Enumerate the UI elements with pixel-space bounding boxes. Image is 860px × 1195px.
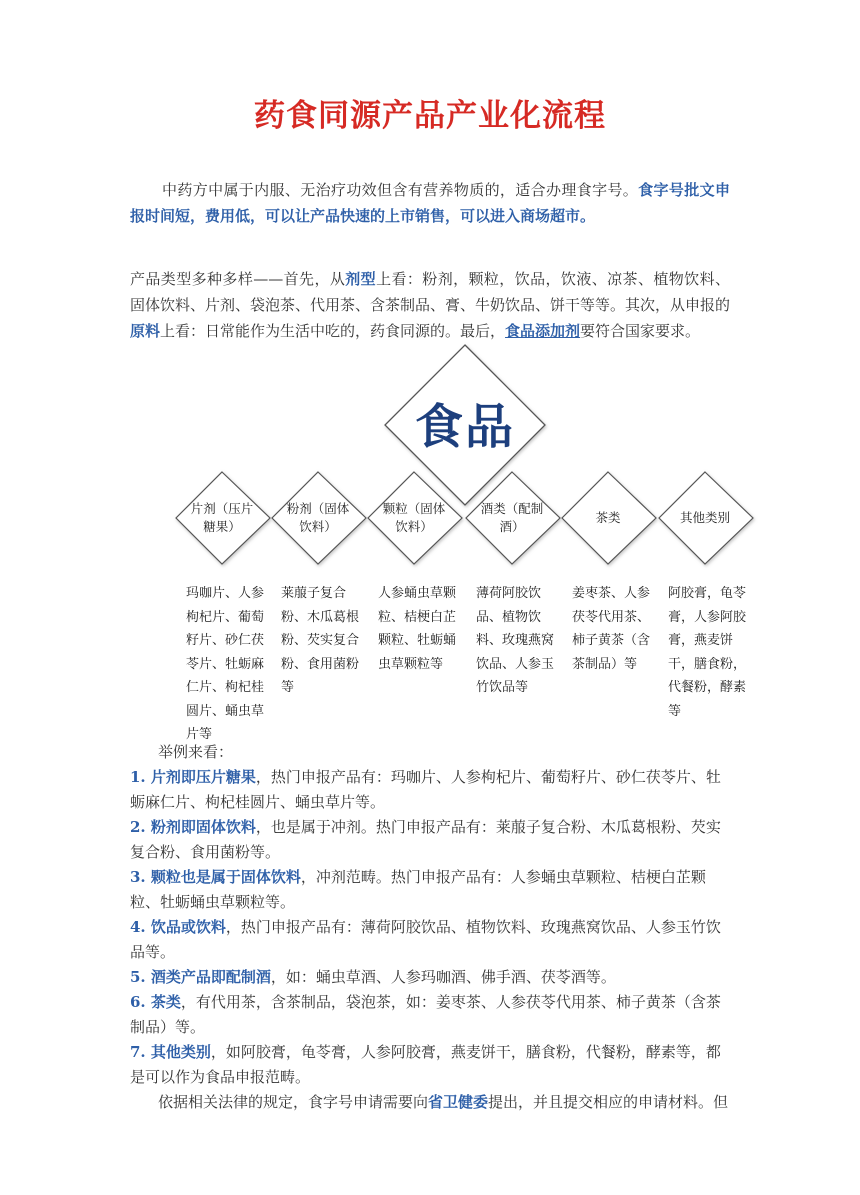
category-label-4: 酒类（配制酒）: [480, 501, 544, 534]
list-item: [130, 865, 730, 915]
category-label-5: 茶类: [595, 510, 621, 525]
page-title: 药食同源产品产业化流程: [254, 98, 606, 134]
intro-text: 中药方中属于内服、无治疗功效但含有营养物质的，适合办理食字号。: [162, 181, 639, 199]
p2-highlight-dosage: 剂型: [345, 270, 377, 288]
list-item-text: ，热门申报产品有：玛咖片、人参枸杞片、葡萄籽片、砂仁茯苓片、牡蛎麻仁片、枸杞桂圆片、蛹虫草片等。: [130, 768, 721, 811]
list-item-text: ，冲剂范畴。热门申报产品有：人参蛹虫草颗粒、桔梗白芷颗粒、牡蛎蛹虫草颗粒等。: [130, 868, 706, 911]
p2-highlight-additive: 食品添加剂: [505, 322, 581, 340]
list-item-text: ，也是属于冲剂。热门申报产品有：莱菔子复合粉、木瓜葛根粉、芡实复合粉、食用菌粉等。: [130, 818, 721, 861]
p2-highlight-material: 原料: [130, 322, 161, 340]
category-examples-1: 玛咖片、人参枸杞片、葡萄籽片、砂仁茯苓片、牡蛎麻仁片、枸杞桂圆片、蛹虫草片等: [186, 586, 265, 742]
list-item: [130, 765, 730, 815]
category-examples-4: 薄荷阿胶饮品、植物饮料、玫瑰燕窝饮品、人参玉竹饮品等: [476, 586, 555, 695]
category-label-6: 其他类别: [679, 510, 730, 525]
category-examples-6: 阿胶膏，龟苓膏，人参阿胶膏，燕麦饼干，膳食粉，代餐粉，酵素等: [668, 586, 747, 719]
intro-highlight: 食字号批文申报时间短，费用低，可以让产品快速的上市销售，可以进入商场超市。: [130, 181, 730, 225]
final-highlight: 省卫健委: [428, 1093, 489, 1111]
list-item-head: 6. 茶类: [130, 993, 181, 1011]
list-item: [130, 915, 730, 965]
category-examples-5: 姜枣茶、人参茯苓代用茶、柿子黄茶（含茶制品）等: [572, 586, 651, 672]
p2-text-c: 上看：日常能作为生活中吃的，药食同源的。最后，: [160, 322, 506, 340]
list-item-head: 4. 饮品或饮料: [130, 918, 226, 936]
list-item-text: ，热门申报产品有：薄荷阿胶饮品、植物饮料、玫瑰燕窝饮品、人参玉竹饮品等。: [130, 918, 721, 961]
list-item: [130, 815, 730, 865]
category-label-1: 片剂（压片糖果）: [190, 501, 254, 534]
category-label-3: 颗粒（固体饮料）: [382, 501, 446, 534]
list-item-head: 3. 颗粒也是属于固体饮料: [130, 868, 301, 886]
p2-text-d: 要符合国家要求。: [580, 322, 701, 340]
list-item-text: ，如阿胶膏，龟苓膏，人参阿胶膏，燕麦饼干，膳食粉，代餐粉，酵素等，都是可以作为食品申报范畴。: [130, 1043, 721, 1086]
category-examples-3: 人参蛹虫草颗粒、桔梗白芷颗粒、牡蛎蛹虫草颗粒等: [378, 586, 457, 672]
p2-text-a: 产品类型多种多样——首先，从: [130, 270, 346, 288]
list-item-head: 1. 片剂即压片糖果: [130, 768, 256, 786]
final-text-b: 提出，并且提交相应的申请材料。但: [488, 1093, 729, 1111]
examples-list: [130, 740, 730, 1115]
p2-text-b: 上看：粉剂，颗粒，饮品，饮液、凉茶、植物饮料、固体饮料、片剂、袋泡茶、代用茶、含茶制品、膏、牛奶饮品、饼干等等。其次，从申报的: [130, 270, 731, 314]
list-item: [130, 965, 730, 990]
list-item-head: 7. 其他类别: [130, 1043, 211, 1061]
list-item-head: 2. 粉剂即固体饮料: [130, 818, 256, 836]
final-text-a: 依据相关法律的规定，食字号申请需要向: [158, 1093, 429, 1111]
list-item-text: ，如：蛹虫草酒、人参玛咖酒、佛手酒、茯苓酒等。: [270, 968, 616, 986]
category-examples-2: 莱菔子复合粉、木瓜葛根粉、芡实复合粉、食用菌粉等: [281, 586, 360, 695]
final-paragraph: [130, 1090, 730, 1115]
list-item: [130, 990, 730, 1040]
list-item-head: 5. 酒类产品即配制酒: [130, 968, 271, 986]
list-item: [130, 1040, 730, 1090]
category-label-2: 粉剂（固体饮料）: [286, 501, 350, 534]
list-item-text: ，有代用茶，含茶制品，袋泡茶，如：姜枣茶、人参茯苓代用茶、柿子黄茶（含茶制品）等。: [130, 993, 721, 1036]
list-intro: 举例来看：: [158, 743, 234, 761]
center-label: 食品: [414, 399, 515, 455]
